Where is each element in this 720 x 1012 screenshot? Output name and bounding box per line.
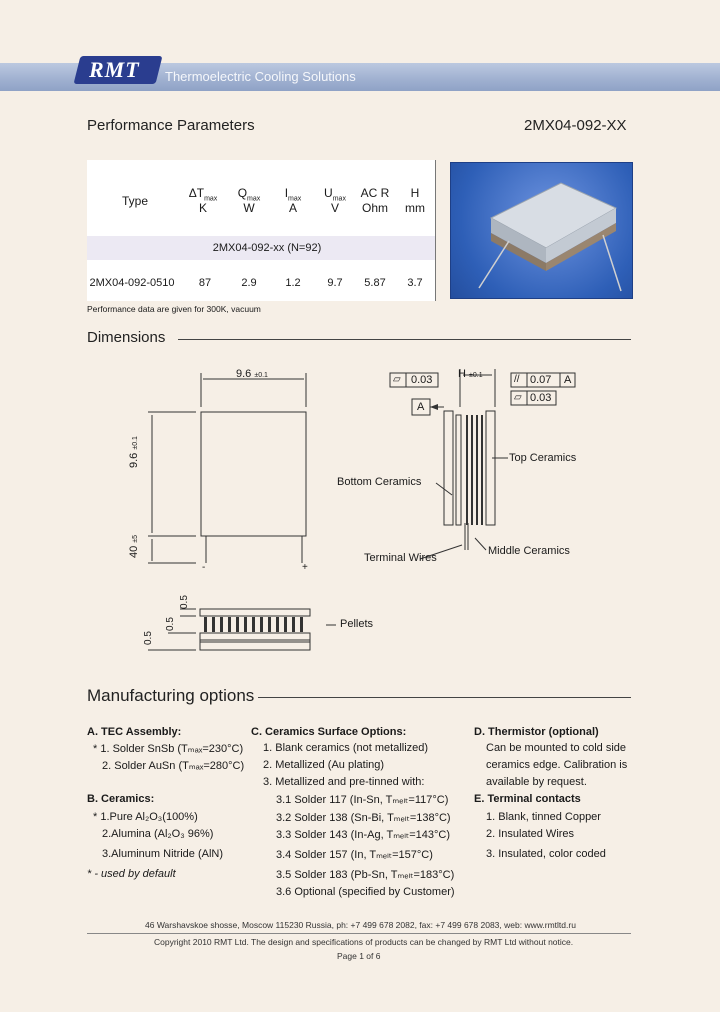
thermistor-line: available by request.: [486, 776, 587, 788]
list-item: 3.2 Solder 138 (Sn-Bi, Tₘₑₗₜ=138°C): [276, 812, 451, 824]
list-item: 2. Insulated Wires: [486, 828, 575, 840]
list-item: 3.3 Solder 143 (In-Ag, Tₘₑₗₜ=143°C): [276, 829, 450, 841]
col-dt: $\Delta T_{max}$: [188, 186, 218, 203]
list-item: 2.Alumina (Al₂O₃ 96%): [102, 828, 214, 840]
col-i: $I_{max}$: [284, 186, 302, 203]
tec-module-image: [451, 163, 632, 298]
tagline: Thermoelectric Cooling Solutions: [165, 69, 356, 84]
flatness-value: 0.03: [411, 374, 433, 386]
list-item: 3.4 Solder 157 (In, Tₘₑₗₜ=157°C): [276, 849, 433, 861]
manufacturing-title: Manufacturing options: [87, 686, 255, 705]
footer-copyright: Copyright 2010 RMT Ltd. The design and specifications of products can be changed by RMT Ltd without notice.: [154, 937, 574, 947]
row-u: 9.7: [327, 277, 343, 289]
list-item: 2. Metallized (Au plating): [263, 759, 385, 771]
row-i: 1.2: [285, 277, 301, 289]
thermistor-heading: D. Thermistor (optional): [474, 726, 599, 738]
logo: RMT: [89, 57, 140, 82]
list-item: 3. Insulated, color coded: [486, 848, 606, 860]
list-item: 1. Blank ceramics (not metallized): [263, 742, 429, 754]
height-label: 9.6 ±0.1: [128, 436, 140, 468]
pellets-label: Pellets: [340, 618, 374, 630]
surface-options-heading: C. Ceramics Surface Options:: [251, 726, 407, 738]
flatness-symbol: ⏥: [393, 374, 401, 385]
h-label: H ±0.1: [458, 368, 483, 380]
performance-note: Performance data are given for 300K, vacuum: [87, 304, 261, 314]
part-number: 2MX04-092-XX: [524, 117, 627, 134]
plus-terminal: +: [302, 562, 308, 573]
footer-rule: [87, 933, 631, 934]
dimensions-title: Dimensions: [87, 329, 166, 346]
footer-address: 46 Warshavskoe shosse, Moscow 115230 Russia, ph: +7 499 678 2082, fax: +7 499 678 2083, web: www.rmtltd.ru: [145, 920, 576, 930]
row-acr: 5.87: [364, 277, 386, 289]
flatness2-value: 0.03: [530, 392, 552, 404]
row-h: 3.7: [407, 277, 423, 289]
wire-length-label: 40 ±5: [128, 534, 140, 558]
col-u: $U_{max}$: [324, 186, 346, 203]
middle-ceramics-label: Middle Ceramics: [488, 545, 570, 557]
parallel-value: 0.07: [530, 374, 552, 386]
list-item: 3. Metallized and pre-tinned with:: [263, 776, 425, 788]
col-q: $Q_{max}$: [237, 186, 261, 203]
thermistor-line: ceramics edge. Calibration is: [486, 759, 628, 771]
list-item: 3.5 Solder 183 (Pb-Sn, Tₘₑₗₜ=183°C): [276, 869, 455, 881]
dim-05-b: 0.5: [165, 617, 176, 631]
dimensions-rule: [178, 339, 631, 340]
bottom-ceramics-label: Bottom Ceramics: [337, 476, 422, 488]
product-photo: [450, 162, 633, 299]
datum-label: A: [417, 401, 425, 413]
top-view-body: [201, 412, 306, 536]
table-border: [435, 160, 436, 301]
col-type: Type: [121, 194, 148, 208]
col-h-unit: mm: [405, 201, 425, 215]
manufacturing-rule: [258, 697, 631, 698]
performance-title: Performance Parameters: [87, 117, 255, 134]
thermistor-line: Can be mounted to cold side: [486, 742, 627, 754]
list-item: 2. Solder AuSn (Tₘₐₓ=280°C): [102, 760, 245, 772]
default-note: * - used by default: [87, 868, 176, 880]
group-label: 2MX04-092-xx (N=92): [212, 242, 322, 254]
list-item: 1. Blank, tinned Copper: [486, 811, 601, 823]
ceramics-heading: B. Ceramics:: [87, 793, 155, 805]
minus-terminal: -: [202, 562, 206, 573]
list-item: * 1. Solder SnSb (Tₘₐₓ=230°C): [93, 743, 244, 755]
col-acr-unit: Ohm: [361, 201, 388, 215]
dimension-drawing: [130, 355, 630, 665]
performance-table: [87, 160, 436, 301]
terminal-wires-label: Terminal Wires: [364, 552, 437, 564]
row-type: 2MX04-092-0510: [89, 277, 175, 289]
tec-assembly-heading: A. TEC Assembly:: [87, 726, 182, 738]
dim-05-c: 0.5: [143, 631, 154, 645]
page-number: Page 1 of 6: [337, 951, 381, 961]
list-item: * 1.Pure Al₂O₃(100%): [93, 811, 198, 823]
col-q-unit: W: [243, 201, 255, 215]
list-item: 3.1 Solder 117 (In-Sn, Tₘₑₗₜ=117°C): [276, 794, 449, 806]
col-u-unit: V: [330, 201, 339, 215]
parallel-datum: A: [564, 374, 572, 386]
col-acr: AC R: [360, 186, 390, 200]
col-i-unit: A: [288, 201, 297, 215]
row-q: 2.9: [241, 277, 257, 289]
col-h: H: [410, 186, 420, 200]
dim-05-a: 0.5: [179, 595, 190, 609]
parallel-symbol: //: [514, 374, 520, 385]
terminal-contacts-heading: E. Terminal contacts: [474, 793, 581, 805]
list-item: 3.6 Optional (specified by Customer): [276, 886, 455, 898]
col-dt-unit: K: [198, 201, 207, 215]
top-ceramics-label: Top Ceramics: [509, 452, 577, 464]
width-label: 9.6 ±0.1: [236, 368, 268, 380]
list-item: 3.Aluminum Nitride (AlN): [102, 848, 224, 860]
flatness2-symbol: ⏥: [514, 392, 522, 403]
row-dt: 87: [198, 277, 212, 289]
